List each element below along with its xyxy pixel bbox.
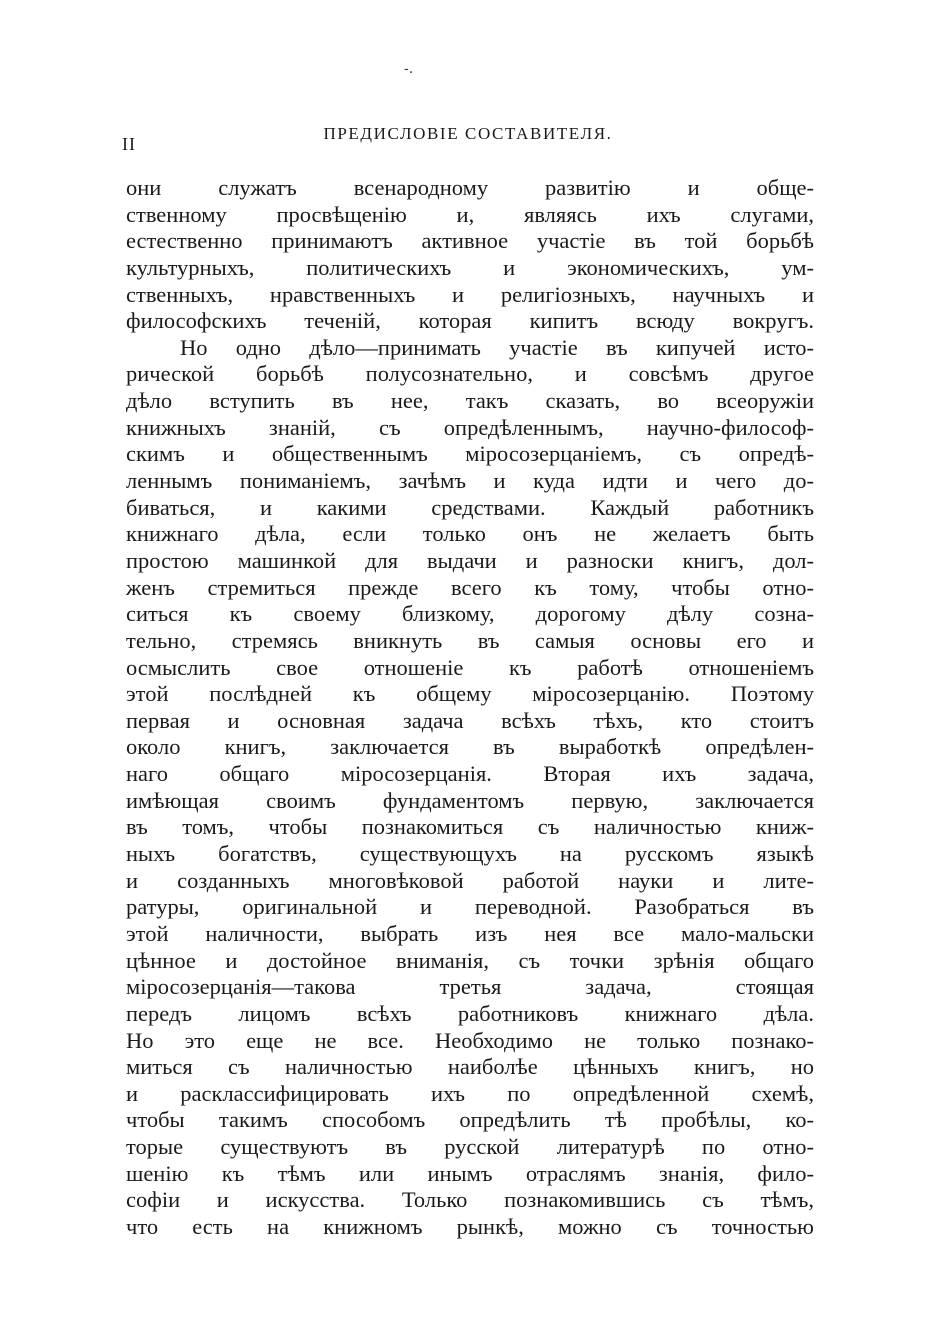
text-line: и расклассифицировать ихъ по опредѣленной схемѣ, xyxy=(126,1080,814,1106)
text-line: имѣющая своимъ фундаментомъ первую, заключается xyxy=(126,787,814,813)
text-line: ратуры, оригинальной и переводной. Разобраться въ xyxy=(126,894,814,920)
text-line: первая и основная задача всѣхъ тѣхъ, кто стоитъ xyxy=(126,707,814,733)
text-line: этой наличности, выбрать изъ нея все мало-мальски xyxy=(126,920,814,946)
text-line: осмыслить свое отношеніе къ работѣ отношеніемъ xyxy=(126,654,814,680)
body-text xyxy=(126,175,814,1241)
text-line: рической борьбѣ полусознательно, и совсѣмъ другое xyxy=(126,361,814,387)
text-line: наго общаго міросозерцанія. Вторая ихъ задача, xyxy=(126,761,814,787)
text-line: они служатъ всенародному развитію и обще- xyxy=(126,175,814,200)
text-line: дѣло вступить въ нее, такъ сказать, во всеоружіи xyxy=(126,388,814,414)
text-line: книжныхъ знаній, съ опредѣленнымъ, научно-философ- xyxy=(126,414,814,440)
text-line: скимъ и общественнымъ міросозерцаніемъ, съ опредѣ- xyxy=(126,441,814,467)
text-line: книжнаго дѣла, если только онъ не желаетъ быть xyxy=(126,521,814,547)
text-line: и созданныхъ многовѣковой работой науки и лите- xyxy=(126,867,814,893)
text-line: леннымъ пониманіемъ, зачѣмъ и куда идти и чего до- xyxy=(126,468,814,494)
text-line: шенію къ тѣмъ или инымъ отраслямъ знанія, фило- xyxy=(126,1160,814,1186)
text-line: ситься къ своему близкому, дорогому дѣлу созна- xyxy=(126,601,814,627)
text-line: передъ лицомъ всѣхъ работниковъ книжнаго дѣла. xyxy=(126,1000,814,1026)
text-line: этой послѣдней къ общему міросозерцанію. Поэтому xyxy=(126,681,814,707)
text-line: естественно принимаютъ активное участіе въ той борьбѣ xyxy=(126,228,814,254)
text-line: около книгъ, заключается въ выработкѣ опредѣлен- xyxy=(126,734,814,760)
text-line: ныхъ богатствъ, существующухъ на русскомъ языкѣ xyxy=(126,841,814,867)
text-line: простою машинкой для выдачи и разноски книгъ, дол- xyxy=(126,547,814,573)
text-line: миться съ наличностью наиболѣе цѣнныхъ книгъ, но xyxy=(126,1054,814,1080)
text-line: философскихъ теченій, которая кипитъ всюду вокругъ. xyxy=(126,308,814,334)
text-line: ственныхъ, нравственныхъ и религіозныхъ, научныхъ и xyxy=(126,281,814,307)
print-speck: -. xyxy=(404,61,414,77)
text-line: женъ стремиться прежде всего къ тому, чтобы отно- xyxy=(126,574,814,600)
text-line: торые существуютъ въ русской литературѣ по отно- xyxy=(126,1134,814,1160)
text-line: ственному просвѣщенію и, являясь ихъ слугами, xyxy=(126,201,814,227)
text-line: что есть на книжномъ рынкѣ, можно съ точностью xyxy=(126,1213,814,1239)
text-line: чтобы такимъ способомъ опредѣлить тѣ пробѣлы, ко- xyxy=(126,1107,814,1133)
text-line: въ томъ, чтобы познакомиться съ наличностью книж- xyxy=(126,814,814,840)
text-line: софіи и искусства. Только познакомившись съ тѣмъ, xyxy=(126,1187,814,1213)
text-line: биваться, и какими средствами. Каждый работникъ xyxy=(126,494,814,520)
running-head: ПРЕДИСЛОВІЕ СОСТАВИТЕЛЯ. xyxy=(323,124,613,143)
text-line: міросозерцанія—такова третья задача, стоящая xyxy=(126,974,814,1000)
page-number: II xyxy=(122,134,136,154)
text-line: тельно, стремясь вникнуть въ самыя основы его и xyxy=(126,627,814,653)
text-line: Но это еще не все. Необходимо не только познако- xyxy=(126,1027,814,1053)
text-line: культурныхъ, политическихъ и экономическихъ, ум- xyxy=(126,254,814,280)
text-line: цѣнное и достойное вниманія, съ точки зрѣнія общаго xyxy=(126,947,814,973)
text-line: Но одно дѣло—принимать участіе въ кипучей исто- xyxy=(180,334,814,360)
